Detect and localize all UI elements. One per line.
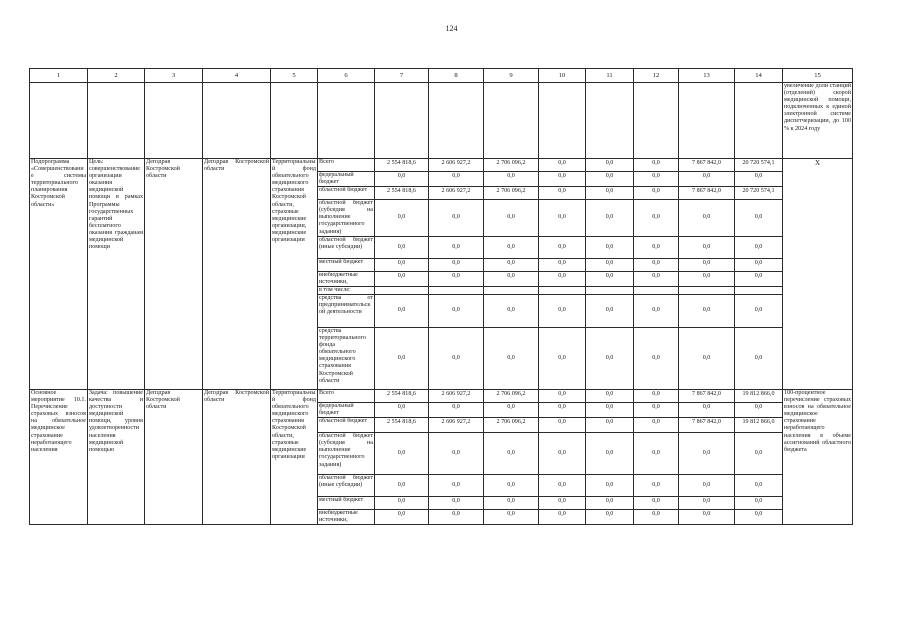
column-number-7: 7	[375, 69, 429, 83]
amount-cell: 0,0	[484, 510, 539, 525]
amount-cell: 0,0	[375, 271, 429, 286]
amount-cell: 0,0	[539, 159, 586, 172]
amount-cell: 0,0	[429, 258, 484, 271]
amount-cell: 0,0	[484, 172, 539, 187]
amount-cell	[375, 286, 429, 294]
amount-cell: 0,0	[735, 433, 783, 475]
amount-cell: 0,0	[586, 294, 634, 327]
program-name-cell: Основное мероприятие 10.1. Перечисление страховых взносов на обязательное медицинское страхование неработающего населения	[30, 389, 88, 524]
column-number-9: 9	[484, 69, 539, 83]
responsible-executor-cell: Депздрав Костромской области	[145, 389, 203, 524]
amount-cell	[586, 286, 634, 294]
amount-cell: 0,0	[586, 389, 634, 402]
amount-cell: 0,0	[539, 497, 586, 510]
amount-cell: 0,0	[679, 200, 735, 236]
amount-cell: 2 554 818,6	[375, 159, 429, 172]
amount-cell: 0,0	[679, 327, 735, 389]
amount-cell: 0,0	[429, 327, 484, 389]
amount-cell: 2 706 096,2	[484, 187, 539, 200]
funding-source-cell: Всего	[318, 159, 375, 172]
co-executor-cell: Депздрав Костромской области	[203, 159, 271, 390]
amount-cell: 0,0	[586, 236, 634, 258]
amount-cell: 2 606 927,2	[429, 389, 484, 402]
amount-cell: 0,0	[735, 294, 783, 327]
amount-cell: 0,0	[539, 236, 586, 258]
amount-cell: 7 867 842,0	[679, 418, 735, 433]
amount-cell: 2 606 927,2	[429, 187, 484, 200]
continuation-row	[30, 83, 853, 159]
amount-cell: 0,0	[539, 294, 586, 327]
budget-table	[29, 68, 853, 525]
amount-cell: 0,0	[634, 258, 679, 271]
amount-cell: 0,0	[586, 159, 634, 172]
amount-cell: 0,0	[634, 389, 679, 402]
amount-cell: 0,0	[735, 271, 783, 286]
amount-cell: 0,0	[429, 497, 484, 510]
amount-cell: 0,0	[484, 294, 539, 327]
amount-cell: 0,0	[679, 236, 735, 258]
amount-cell: 20 720 574,1	[735, 159, 783, 172]
funding-source-cell: областной бюджет (субсидия на выполнение государственного задания)	[319, 200, 373, 235]
amount-cell: 0,0	[484, 271, 539, 286]
amount-cell: 0,0	[375, 475, 429, 497]
amount-cell: 0,0	[634, 475, 679, 497]
amount-cell: 0,0	[429, 172, 484, 187]
amount-cell: 19 812 866,0	[735, 418, 783, 433]
funding-source-cell: внебюджетные источники,	[318, 271, 375, 286]
amount-cell: 0,0	[539, 271, 586, 286]
amount-cell: 0,0	[679, 172, 735, 187]
funding-source-cell: средства территориального фонда обязательного медицинского страхования Костромской области	[318, 327, 375, 389]
column-number-14: 14	[735, 69, 783, 83]
funding-source-cell: Всего	[318, 389, 375, 402]
amount-cell: 0,0	[634, 402, 679, 417]
amount-cell: 2 706 096,2	[484, 418, 539, 433]
amount-cell: 0,0	[634, 433, 679, 475]
column-number-row	[30, 69, 853, 83]
funding-source-cell: внебюджетные источники,	[318, 510, 375, 525]
column-number-11: 11	[586, 69, 634, 83]
amount-cell: 0,0	[735, 510, 783, 525]
amount-cell: 7 867 842,0	[679, 159, 735, 172]
amount-cell: 0,0	[634, 418, 679, 433]
co-executor-cell: Депздрав Костромской области	[203, 389, 271, 524]
amount-cell: 0,0	[679, 258, 735, 271]
amount-cell: 0,0	[375, 510, 429, 525]
amount-cell: 0,0	[586, 475, 634, 497]
amount-cell: 0,0	[375, 294, 429, 327]
amount-cell: 2 606 927,2	[429, 418, 484, 433]
amount-cell: 0,0	[484, 258, 539, 271]
amount-cell: 0,0	[634, 271, 679, 286]
amount-cell: 0,0	[375, 258, 429, 271]
amount-cell: 0,0	[375, 402, 429, 417]
funding-source-cell: федеральный бюджет	[318, 172, 375, 187]
amount-cell: 0,0	[679, 475, 735, 497]
table-row	[30, 389, 853, 402]
funding-source-cell: местный бюджет	[318, 497, 375, 510]
amount-cell: 7 867 842,0	[679, 389, 735, 402]
amount-cell: 0,0	[539, 475, 586, 497]
amount-cell: 0,0	[375, 327, 429, 389]
amount-cell: 0,0	[429, 294, 484, 327]
amount-cell	[429, 286, 484, 294]
participants-cell: Территориальный фонд обязательного медицинского страхования Костромской области, страховые медицинские организации, медицинские организации	[271, 159, 318, 390]
amount-cell: 0,0	[484, 497, 539, 510]
amount-cell: 0,0	[634, 294, 679, 327]
amount-cell: 0,0	[429, 200, 484, 236]
column-number-13: 13	[679, 69, 735, 83]
amount-cell: 0,0	[539, 433, 586, 475]
amount-cell: 0,0	[484, 475, 539, 497]
amount-cell: 0,0	[634, 172, 679, 187]
amount-cell: 0,0	[586, 187, 634, 200]
amount-cell: 0,0	[735, 172, 783, 187]
amount-cell: 0,0	[634, 187, 679, 200]
goal-task-cell: Задача: повышение качества и доступности медицинской помощи, уровня удовлетворенности населения медицинской помощью	[88, 389, 145, 524]
amount-cell: 0,0	[679, 497, 735, 510]
amount-cell	[484, 286, 539, 294]
amount-cell: 0,0	[586, 497, 634, 510]
amount-cell: 0,0	[679, 402, 735, 417]
amount-cell: 0,0	[429, 236, 484, 258]
amount-cell: 0,0	[586, 418, 634, 433]
amount-cell	[735, 286, 783, 294]
amount-cell: 0,0	[484, 402, 539, 417]
amount-cell	[634, 286, 679, 294]
result-mark-cell: Х	[783, 159, 853, 390]
amount-cell: 2 554 818,6	[375, 187, 429, 200]
amount-cell: 0,0	[539, 402, 586, 417]
amount-cell: 0,0	[679, 510, 735, 525]
amount-cell: 2 554 818,6	[375, 389, 429, 402]
amount-cell: 7 867 842,0	[679, 187, 735, 200]
amount-cell: 0,0	[429, 271, 484, 286]
amount-cell: 0,0	[634, 327, 679, 389]
amount-cell: 0,0	[679, 294, 735, 327]
funding-source-cell: средства от предпринимательской деятельности	[318, 294, 375, 327]
amount-cell: 0,0	[375, 236, 429, 258]
amount-cell: 0,0	[586, 271, 634, 286]
column-number-8: 8	[429, 69, 484, 83]
column-number-10: 10	[539, 69, 586, 83]
amount-cell: 0,0	[586, 172, 634, 187]
funding-source-cell: областной бюджет	[318, 418, 375, 433]
column-number-3: 3	[145, 69, 203, 83]
amount-cell: 0,0	[375, 497, 429, 510]
responsible-executor-cell: Депздрав Костромской области	[145, 159, 203, 390]
amount-cell: 0,0	[539, 172, 586, 187]
column-number-5: 5	[271, 69, 318, 83]
amount-cell: 0,0	[429, 433, 484, 475]
amount-cell	[679, 286, 735, 294]
column-number-15: 15	[783, 69, 853, 83]
amount-cell: 0,0	[429, 475, 484, 497]
amount-cell	[539, 286, 586, 294]
amount-cell: 0,0	[539, 327, 586, 389]
program-name-cell: Подпрограмма «Совершенствование системы территориального планирования Костромской области»	[30, 159, 88, 390]
amount-cell: 0,0	[586, 327, 634, 389]
amount-cell: 2 706 096,2	[484, 159, 539, 172]
amount-cell: 0,0	[586, 200, 634, 236]
indicator-note: увеличение доли станций (отделений) скорой медицинской помощи, подключенных к единой электронной системе диспетчеризации, до 100 % к 2024 году	[783, 83, 853, 159]
amount-cell: 0,0	[586, 258, 634, 271]
amount-cell: 0,0	[429, 402, 484, 417]
table-body	[30, 69, 853, 525]
funding-source-cell: областной бюджет (иные субсидии)	[318, 236, 375, 258]
amount-cell: 0,0	[735, 236, 783, 258]
column-number-12: 12	[634, 69, 679, 83]
amount-cell: 0,0	[539, 389, 586, 402]
amount-cell: 19 812 866,0	[735, 389, 783, 402]
amount-cell: 2 606 927,2	[429, 159, 484, 172]
funding-source-cell: федеральный бюджет	[318, 402, 375, 417]
funding-source-cell: областной бюджет	[318, 187, 375, 200]
amount-cell: 0,0	[484, 433, 539, 475]
amount-cell: 0,0	[375, 200, 429, 236]
amount-cell: 2 706 096,2	[484, 389, 539, 402]
amount-cell: 0,0	[634, 200, 679, 236]
goal-task-cell: Цель: совершенствование организации оказания медицинской помощи в рамках Программы государственных гарантий бесплатного оказания гражданам медицинской помощи	[88, 159, 145, 390]
page-number: 124	[445, 24, 458, 33]
amount-cell: 0,0	[539, 418, 586, 433]
expected-result-cell: 100-процентное перечисление страховых взносов на обязательное медицинское страхование неработающего населения в объеме ассигнований областного бюджета	[783, 389, 853, 524]
amount-cell: 0,0	[484, 200, 539, 236]
participants-cell: Территориальный фонд обязательного медицинского страхования Костромской области, страховые медицинские организации	[271, 389, 318, 524]
amount-cell: 2 554 818,6	[375, 418, 429, 433]
amount-cell: 0,0	[634, 510, 679, 525]
column-number-4: 4	[203, 69, 271, 83]
amount-cell: 0,0	[484, 236, 539, 258]
amount-cell: 0,0	[735, 475, 783, 497]
amount-cell: 20 720 574,1	[735, 187, 783, 200]
amount-cell: 0,0	[375, 172, 429, 187]
amount-cell: 0,0	[539, 258, 586, 271]
amount-cell: 0,0	[375, 433, 429, 475]
amount-cell: 0,0	[586, 510, 634, 525]
amount-cell: 0,0	[586, 402, 634, 417]
column-number-1: 1	[30, 69, 88, 83]
amount-cell: 0,0	[634, 497, 679, 510]
amount-cell: 0,0	[539, 200, 586, 236]
column-number-2: 2	[88, 69, 145, 83]
amount-cell: 0,0	[679, 433, 735, 475]
amount-cell: 0,0	[429, 510, 484, 525]
amount-cell: 0,0	[539, 510, 586, 525]
funding-source-cell: местный бюджет	[318, 258, 375, 271]
amount-cell: 0,0	[735, 258, 783, 271]
amount-cell: 0,0	[735, 200, 783, 236]
amount-cell: 0,0	[735, 327, 783, 389]
column-number-6: 6	[318, 69, 375, 83]
amount-cell: 0,0	[634, 236, 679, 258]
amount-cell: 0,0	[539, 187, 586, 200]
amount-cell: 0,0	[484, 327, 539, 389]
funding-source-cell: областной бюджет (субсидия на выполнение государственного задания)	[318, 433, 375, 475]
amount-cell: 0,0	[634, 159, 679, 172]
amount-cell: 0,0	[586, 433, 634, 475]
amount-cell: 0,0	[735, 402, 783, 417]
amount-cell: 0,0	[735, 497, 783, 510]
funding-source-cell: в том числе:	[318, 286, 375, 294]
amount-cell: 0,0	[679, 271, 735, 286]
funding-source-cell: областной бюджет (иные субсидии)	[318, 475, 375, 497]
table-row	[30, 159, 853, 172]
